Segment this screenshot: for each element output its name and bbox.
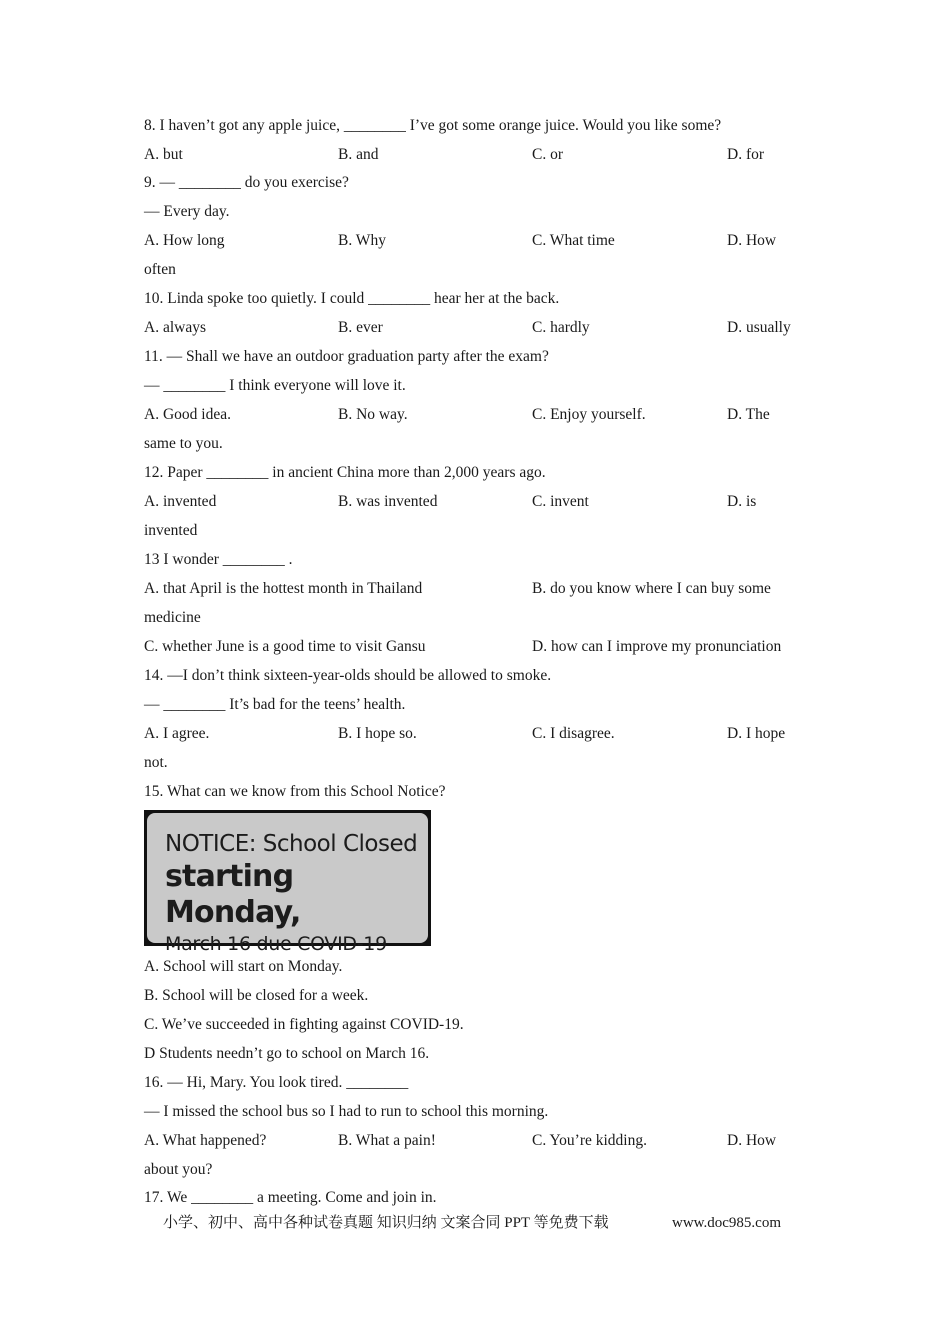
q15-option-b: B. School will be closed for a week. <box>144 987 369 1004</box>
q9-option-d: D. How <box>727 232 777 249</box>
question-9-reply: — Every day. <box>144 203 230 220</box>
q8-option-d: D. for <box>727 146 765 163</box>
q13-option-c: C. whether June is a good time to visit Gansu <box>144 638 426 655</box>
question-16-stem: 16. — Hi, Mary. You look tired. ________ <box>144 1074 409 1091</box>
q10-option-b: B. ever <box>338 319 383 336</box>
school-notice-sign <box>147 813 428 955</box>
question-10-stem: 10. Linda spoke too quietly. I could ________ hear her at the back. <box>144 290 560 307</box>
q16-option-c: C. You’re kidding. <box>532 1132 647 1149</box>
notice-line-3: March 16 due COVID-19 <box>165 933 387 955</box>
q12-option-d-wrap: invented <box>144 522 198 539</box>
q11-option-c: C. Enjoy yourself. <box>532 406 646 423</box>
q11-option-b: B. No way. <box>338 406 408 423</box>
school-notice-image <box>144 810 431 955</box>
q16-option-b: B. What a pain! <box>338 1132 436 1149</box>
q13-option-b: B. do you know where I can buy some <box>532 580 771 597</box>
q16-option-d-wrap: about you? <box>144 1161 213 1178</box>
q12-option-d: D. is <box>727 493 757 510</box>
q10-option-c: C. hardly <box>532 319 590 336</box>
question-9-stem: 9. — ________ do you exercise? <box>144 174 349 191</box>
question-12-stem: 12. Paper ________ in ancient China more than 2,000 years ago. <box>144 464 546 481</box>
question-13-stem: 13 I wonder ________ . <box>144 551 293 568</box>
q14-option-b: B. I hope so. <box>338 725 417 742</box>
question-16-reply: — I missed the school bus so I had to run to school this morning. <box>144 1103 549 1120</box>
q16-option-d: D. How <box>727 1132 777 1149</box>
question-14-reply: — ________ It’s bad for the teens’ health. <box>144 696 406 713</box>
q8-option-b: B. and <box>338 146 379 163</box>
question-11-stem: 11. — Shall we have an outdoor graduation party after the exam? <box>144 348 549 365</box>
question-15-stem: 15. What can we know from this School Notice? <box>144 783 446 800</box>
q13-option-a: A. that April is the hottest month in Thailand <box>144 580 423 597</box>
question-8-stem: 8. I haven’t got any apple juice, ________ I’ve got some orange juice. Would you like some? <box>144 117 722 134</box>
q10-option-d: D. usually <box>727 319 791 336</box>
q11-option-a: A. Good idea. <box>144 406 231 423</box>
q8-option-c: C. or <box>532 146 563 163</box>
q15-option-d: D Students needn’t go to school on March 16. <box>144 1045 430 1062</box>
q14-option-d-wrap: not. <box>144 754 168 771</box>
q11-option-d-wrap: same to you. <box>144 435 223 452</box>
q8-option-a: A. but <box>144 146 183 163</box>
notice-line-2: starting Monday, <box>165 859 301 930</box>
q9-option-a: A. How long <box>144 232 225 249</box>
q9-option-b: B. Why <box>338 232 386 249</box>
page-footer <box>163 1213 782 1233</box>
q15-option-a: A. School will start on Monday. <box>144 958 343 975</box>
q11-option-d: D. The <box>727 406 770 423</box>
q16-option-a: A. What happened? <box>144 1132 267 1149</box>
notice-line-1: NOTICE: School Closed <box>165 831 418 857</box>
q14-option-c: C. I disagree. <box>532 725 615 742</box>
q13-option-d: D. how can I improve my pronunciation <box>532 638 782 655</box>
footer-url[interactable]: www.doc985.com <box>672 1215 782 1231</box>
question-11-reply: — ________ I think everyone will love it. <box>144 377 406 394</box>
q9-option-d-wrap: often <box>144 261 176 278</box>
q14-option-d: D. I hope <box>727 725 786 742</box>
q12-option-a: A. invented <box>144 493 217 510</box>
q13-option-b-wrap: medicine <box>144 609 201 626</box>
q9-option-c: C. What time <box>532 232 615 249</box>
question-14-stem: 14. —I don’t think sixteen-year-olds should be allowed to smoke. <box>144 667 552 684</box>
q14-option-a: A. I agree. <box>144 725 210 742</box>
q10-option-a: A. always <box>144 319 206 336</box>
footer-text: 小学、初中、高中各种试卷真题 知识归纳 文案合同 PPT 等免费下载 <box>163 1215 609 1231</box>
q15-option-c: C. We’ve succeeded in fighting against COVID-19. <box>144 1016 464 1033</box>
question-17-stem: 17. We ________ a meeting. Come and join in. <box>144 1189 437 1206</box>
q12-option-b: B. was invented <box>338 493 438 510</box>
q12-option-c: C. invent <box>532 493 589 510</box>
